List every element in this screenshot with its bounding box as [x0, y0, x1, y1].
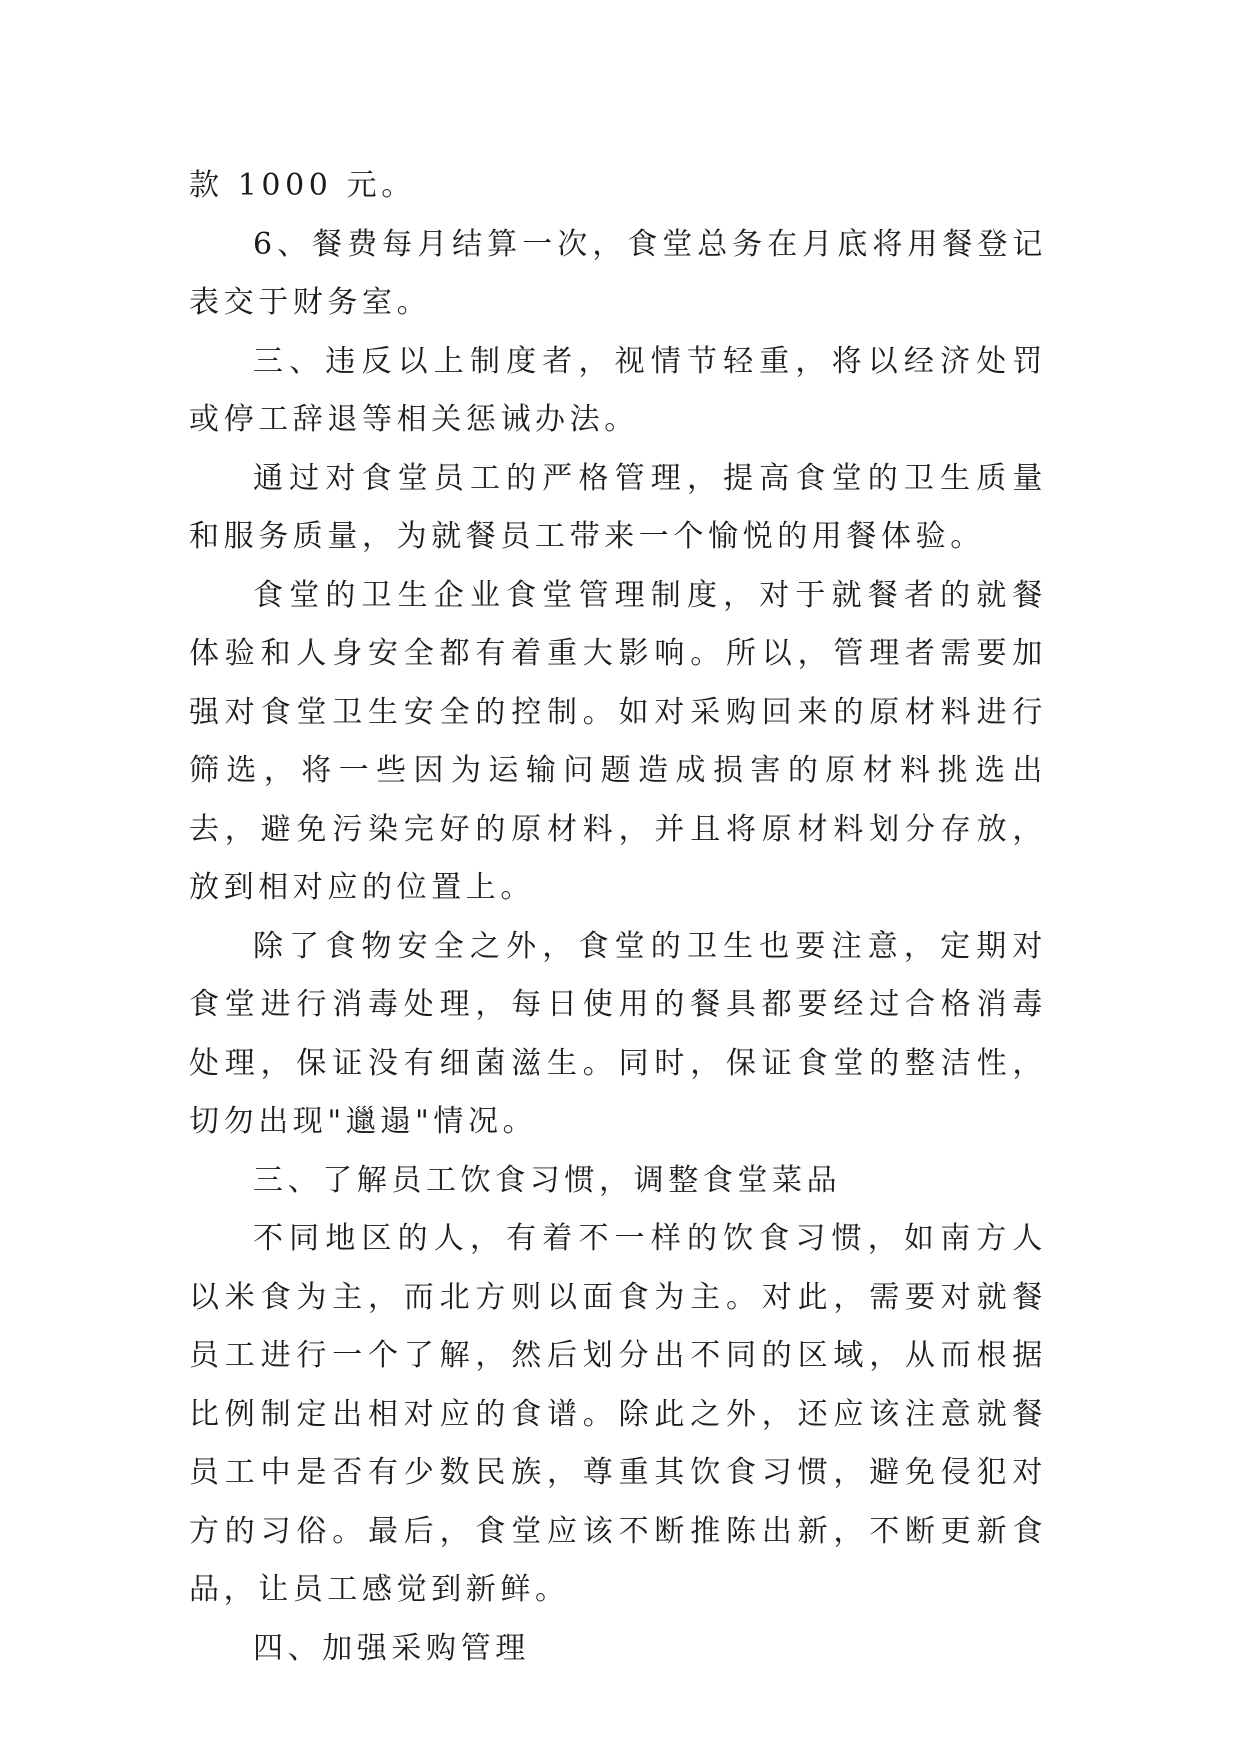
- section-heading-eating-habits: 三、了解员工饮食习惯，调整食堂菜品: [253, 1162, 842, 1198]
- paragraph-canteen-cleanliness: 除了食物安全之外，食堂的卫生也要注意，定期对食堂进行消毒处理，每日使用的餐具都要经过合格消毒处理，保证没有细菌滋生。同时，保证食堂的整洁性，切勿出现"邋遢"情况。: [189, 928, 1047, 1139]
- paragraph-strict-management: 通过对食堂员工的严格管理，提高食堂的卫生质量和服务质量，为就餐员工带来一个愉悦的用餐体验。: [189, 460, 1047, 554]
- paragraph-hygiene-safety: 食堂的卫生企业食堂管理制度，对于就餐者的就餐体验和人身安全都有着重大影响。所以，管理者需要加强对食堂卫生安全的控制。如对采购回来的原材料进行筛选，将一些因为运输问题造成损害的原材料挑选出去，避免污染完好的原材料，并且将原材料划分存放，放到相对应的位置上。: [189, 577, 1047, 905]
- paragraph-regional-habits: 不同地区的人，有着不一样的饮食习惯，如南方人以米食为主，而北方则以面食为主。对此，需要对就餐员工进行一个了解，然后划分出不同的区域，从而根据比例制定出相对应的食谱。除此之外，还应该注意就餐员工中是否有少数民族，尊重其饮食习惯，避免侵犯对方的习俗。最后，食堂应该不断推陈出新，不断更新食品，让员工感觉到新鲜。: [189, 1221, 1047, 1607]
- paragraph-meal-settlement: 6、餐费每月结算一次，食堂总务在月底将用餐登记表交于财务室。: [189, 226, 1047, 320]
- paragraph-violation-penalty: 三、违反以上制度者，视情节轻重，将以经济处罚或停工辞退等相关惩诫办法。: [189, 343, 1047, 437]
- section-heading-procurement: 四、加强采购管理: [253, 1630, 530, 1666]
- document-body: [189, 157, 1047, 1678]
- paragraph-payment-tail: 款 1000 元。: [189, 168, 416, 203]
